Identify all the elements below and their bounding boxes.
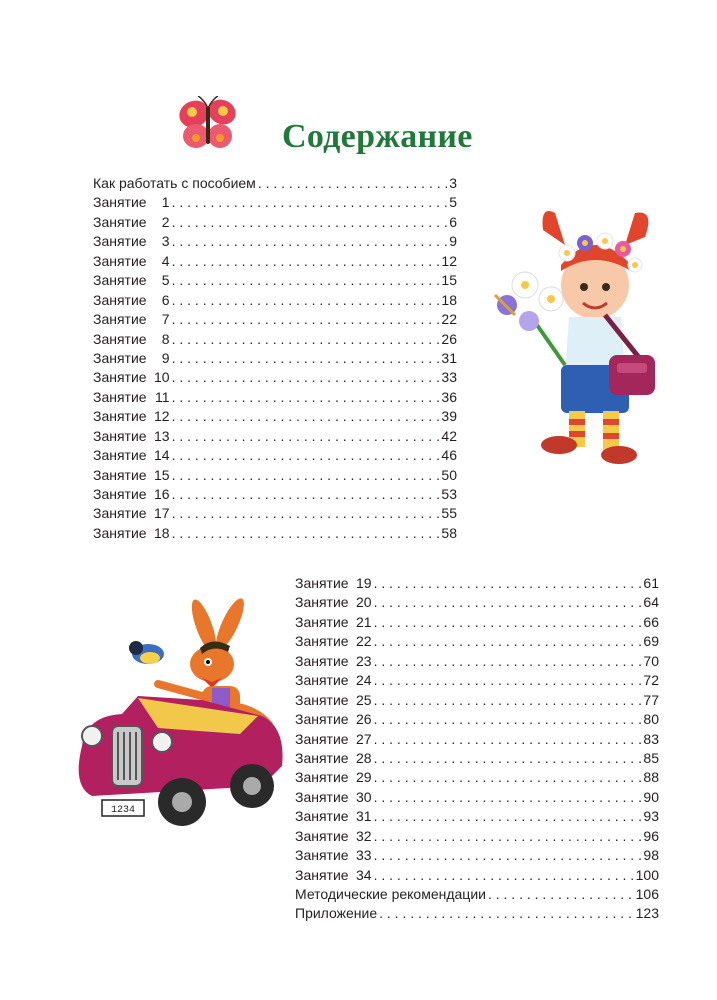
toc-entry-page: 70: [643, 652, 659, 669]
toc-entry-number: 29: [356, 769, 372, 786]
toc-entry-label: Занятие: [93, 369, 147, 386]
toc-entry-page: 96: [643, 827, 659, 844]
toc-entry: [295, 574, 659, 593]
toc-entry: [93, 446, 457, 465]
toc-dot-leader: [374, 807, 642, 826]
toc-dot-leader: [374, 691, 642, 710]
toc-dot-leader: [374, 827, 642, 846]
toc-entry-label: Занятие: [93, 349, 147, 366]
toc-dot-leader: [172, 446, 440, 465]
toc-entry-number: 22: [356, 633, 372, 650]
toc-entry-label: Занятие: [93, 408, 147, 425]
toc-dot-leader: [172, 485, 440, 504]
toc-entry: [295, 866, 659, 885]
toc-entry: [295, 846, 659, 865]
toc-entry-page: 64: [643, 594, 659, 611]
toc-entry-number: 33: [356, 847, 372, 864]
toc-entry-label: Занятие: [295, 808, 349, 825]
toc-entry-page: 83: [643, 730, 659, 747]
toc-entry-page: 53: [441, 486, 457, 502]
toc-dot-leader: [374, 593, 642, 612]
toc-dot-leader: [172, 330, 440, 349]
toc-entry: [93, 524, 457, 543]
toc-entry-label: Занятие: [295, 575, 349, 591]
toc-entry-number: 8: [161, 330, 170, 347]
toc-entry-number: 7: [161, 311, 170, 328]
toc-entry-label: Занятие: [295, 749, 349, 766]
toc-entry-page: 3: [449, 175, 457, 191]
toc-entry-number: 3: [161, 233, 170, 250]
toc-entry-label: Занятие: [93, 524, 147, 541]
toc-entry-label: Как работать с пособием: [93, 175, 256, 191]
toc-entry-label: Занятие: [93, 388, 147, 405]
toc-entry-label: Занятие: [295, 613, 349, 630]
toc-entry-number: 24: [356, 672, 372, 689]
toc-entry-page: 93: [643, 808, 659, 825]
toc-entry-number: 23: [356, 652, 372, 669]
toc-dot-leader: [374, 866, 634, 885]
toc-entry: [93, 193, 457, 212]
toc-entry-label: Занятие: [295, 652, 349, 669]
toc-dot-leader: [172, 252, 440, 271]
toc-entry-label: Методические рекомендации: [295, 886, 486, 902]
toc-entry-label: Занятие: [295, 672, 349, 689]
toc-entry-number: 26: [356, 711, 372, 728]
girl-with-flowers-illustration: [485, 205, 660, 467]
toc-dot-leader: [172, 407, 440, 426]
page-title: Содержание: [282, 118, 473, 155]
toc-entry-page: 33: [441, 369, 457, 386]
toc-dot-leader: [172, 213, 448, 232]
toc-entry: [295, 807, 659, 826]
toc-entry-label: Занятие: [93, 311, 147, 328]
toc-entry-label: Занятие: [93, 427, 147, 444]
toc-entry-page: 42: [441, 427, 457, 444]
toc-dot-leader: [374, 710, 642, 729]
toc-dot-leader: [374, 768, 642, 787]
toc-entry-page: 106: [635, 886, 659, 902]
toc-entry-page: 100: [635, 866, 659, 883]
toc-entry: [295, 613, 659, 632]
toc-dot-leader: [172, 427, 440, 446]
toc-entry-page: 15: [441, 272, 457, 289]
toc-entry-page: 55: [441, 505, 457, 522]
toc-entry-number: 25: [356, 691, 372, 708]
toc-entry-number: 18: [154, 524, 170, 541]
license-plate: 1234: [110, 805, 136, 816]
toc-dot-leader: [258, 174, 447, 193]
toc-entry: [295, 593, 659, 612]
toc-entry-page: 46: [441, 447, 457, 464]
toc-entry: [93, 388, 457, 407]
toc-entry: [93, 252, 457, 271]
toc-entry-label: Занятие: [93, 213, 147, 230]
toc-entry-label: Занятие: [295, 633, 349, 650]
toc-entry-label: Занятие: [93, 233, 147, 250]
toc-entry-page: 6: [449, 213, 457, 230]
toc-dot-leader: [374, 574, 642, 593]
toc-entry-page: 80: [643, 711, 659, 728]
toc-entry-number: 34: [356, 866, 372, 883]
toc-entry-number: 15: [154, 466, 170, 483]
toc-entry: [93, 466, 457, 485]
toc-dot-leader: [374, 671, 642, 690]
toc-dot-leader: [172, 291, 440, 310]
toc-dot-leader: [374, 730, 642, 749]
toc-entry: [295, 671, 659, 690]
toc-entry: [93, 427, 457, 446]
toc-dot-leader: [172, 368, 440, 387]
toc-entry-page: 90: [643, 788, 659, 805]
toc-dot-leader: [172, 271, 440, 290]
toc-dot-leader: [374, 749, 642, 768]
toc-dot-leader: [172, 388, 440, 407]
toc-dot-leader: [172, 193, 448, 212]
toc-entry: [295, 691, 659, 710]
toc-entry-label: Занятие: [93, 330, 147, 347]
toc-dot-leader: [172, 232, 448, 251]
toc-entry-page: 39: [441, 408, 457, 425]
toc-dot-leader: [374, 652, 642, 671]
toc-dot-leader: [374, 788, 642, 807]
toc-entry-page: 18: [441, 291, 457, 308]
toc-entry: [295, 730, 659, 749]
toc-entry-number: 16: [154, 486, 170, 502]
toc-entry-number: 9: [161, 349, 170, 366]
toc-entry-label: Занятие: [93, 272, 147, 289]
toc-entry-number: 11: [155, 388, 170, 405]
toc-entry: [93, 330, 457, 349]
toc-list-left: [93, 174, 457, 543]
toc-entry: [93, 232, 457, 251]
toc-entry-number: 21: [356, 613, 372, 630]
toc-entry: [93, 368, 457, 387]
toc-entry: [93, 213, 457, 232]
toc-entry-label: Занятие: [295, 788, 349, 805]
toc-entry: [93, 310, 457, 329]
toc-entry-number: 31: [356, 808, 372, 825]
toc-entry-number: 4: [161, 252, 170, 269]
toc-entry: [93, 174, 457, 193]
toc-entry-page: 50: [441, 466, 457, 483]
toc-entry: [93, 504, 457, 523]
toc-entry: [295, 904, 659, 923]
toc-entry-label: Занятие: [295, 691, 349, 708]
toc-entry-page: 77: [643, 691, 659, 708]
toc-entry: [295, 710, 659, 729]
toc-entry-number: 32: [356, 827, 372, 844]
toc-entry-page: 22: [441, 311, 457, 328]
toc-dot-leader: [172, 524, 440, 543]
toc-entry-page: 5: [449, 194, 457, 211]
toc-entry-page: 58: [441, 524, 457, 541]
toc-dot-leader: [374, 846, 642, 865]
kangaroo-in-car-illustration: [62, 596, 288, 832]
toc-entry-label: Занятие: [93, 447, 147, 464]
toc-entry: [295, 885, 659, 904]
toc-entry-page: 69: [643, 633, 659, 650]
toc-entry: [295, 768, 659, 787]
toc-entry-label: Занятие: [295, 827, 349, 844]
toc-dot-leader: [172, 310, 440, 329]
toc-entry: [295, 632, 659, 651]
toc-entry-label: Занятие: [93, 252, 147, 269]
toc-entry-number: 28: [356, 749, 372, 766]
toc-entry: [93, 407, 457, 426]
toc-entry-number: 30: [356, 788, 372, 805]
toc-entry-number: 2: [161, 213, 170, 230]
toc-entry-label: Занятие: [93, 466, 147, 483]
toc-entry-number: 14: [154, 447, 170, 464]
butterfly-illustration: [176, 96, 240, 156]
toc-entry-number: 20: [356, 594, 372, 611]
toc-dot-leader: [172, 504, 440, 523]
toc-entry-label: Занятие: [93, 291, 147, 308]
toc-entry-page: 12: [441, 252, 457, 269]
toc-entry: [93, 271, 457, 290]
toc-dot-leader: [374, 613, 642, 632]
toc-entry-page: 66: [643, 613, 659, 630]
toc-entry-label: Приложение: [295, 905, 378, 922]
toc-entry-label: Занятие: [295, 769, 349, 786]
toc-entry-number: 13: [154, 427, 170, 444]
toc-entry: [93, 349, 457, 368]
toc-entry: [295, 788, 659, 807]
toc-entry-page: 88: [643, 769, 659, 786]
toc-entry-page: 98: [643, 847, 659, 864]
toc-entry-label: Занятие: [295, 730, 349, 747]
toc-entry: [295, 827, 659, 846]
toc-entry-page: 61: [643, 575, 659, 591]
toc-entry-page: 31: [441, 349, 457, 366]
toc-entry-page: 26: [441, 330, 457, 347]
toc-dot-leader: [488, 885, 634, 904]
toc-entry-label: Занятие: [93, 505, 147, 522]
toc-entry-label: Занятие: [93, 486, 147, 502]
toc-entry-label: Занятие: [295, 711, 349, 728]
toc-entry: [93, 485, 457, 504]
toc-entry-number: 17: [154, 505, 170, 522]
toc-entry-number: 19: [356, 575, 372, 591]
toc-entry-label: Занятие: [295, 847, 349, 864]
toc-list-right: [295, 574, 659, 924]
toc-entry-page: 85: [643, 749, 659, 766]
toc-entry: [93, 291, 457, 310]
toc-entry-number: 5: [161, 272, 170, 289]
toc-dot-leader: [172, 349, 440, 368]
toc-entry-label: Занятие: [295, 594, 349, 611]
toc-dot-leader: [374, 632, 642, 651]
toc-entry-number: 12: [154, 408, 170, 425]
toc-entry-number: 1: [161, 194, 170, 211]
toc-dot-leader: [379, 904, 634, 923]
toc-entry-number: 6: [161, 291, 170, 308]
toc-entry-label: Занятие: [93, 194, 147, 211]
toc-entry-page: 123: [635, 905, 659, 922]
toc-entry-number: 27: [356, 730, 372, 747]
toc-entry-page: 36: [441, 388, 457, 405]
toc-entry: [295, 652, 659, 671]
toc-dot-leader: [172, 466, 440, 485]
toc-entry-page: 9: [449, 233, 457, 250]
toc-entry-page: 72: [643, 672, 659, 689]
toc-entry-label: Занятие: [295, 866, 349, 883]
toc-entry-number: 10: [154, 369, 170, 386]
toc-entry: [295, 749, 659, 768]
